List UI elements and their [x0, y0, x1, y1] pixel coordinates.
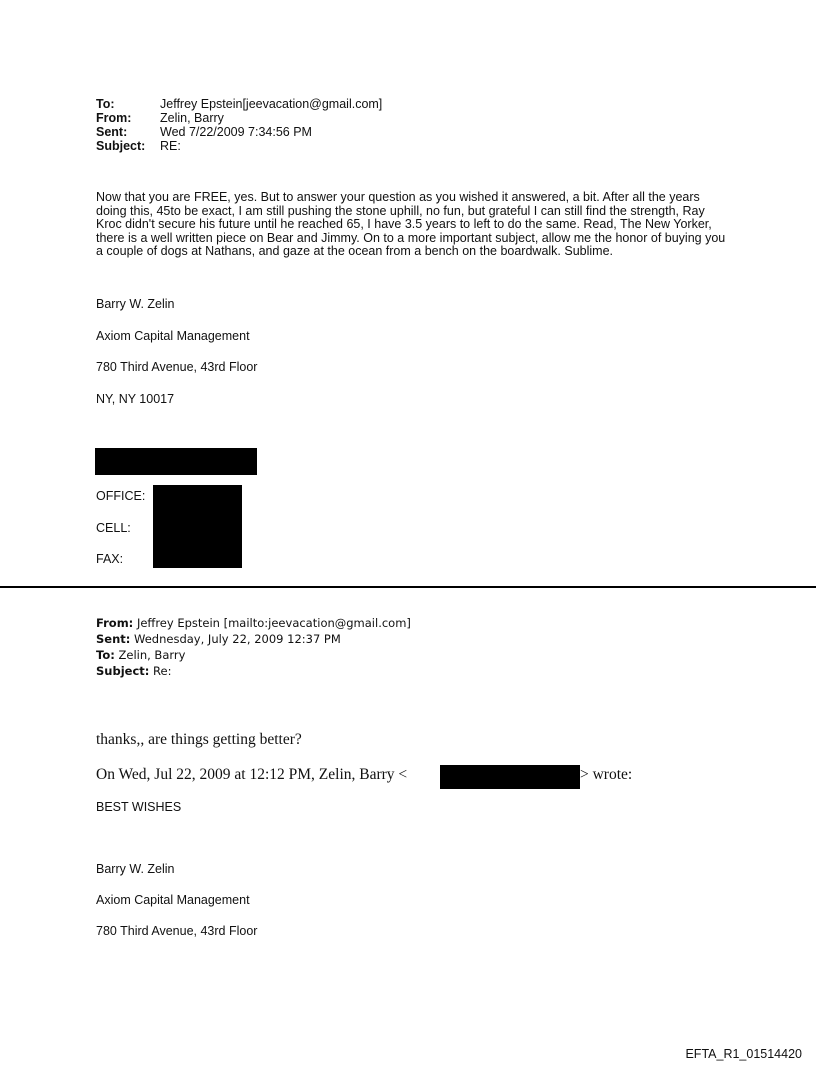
header-to-row — [96, 97, 382, 111]
quoted-sent-row — [96, 632, 341, 646]
signature-city: NY, NY 10017 — [96, 392, 175, 406]
header-from-label: From: — [96, 111, 132, 125]
signature-fax-label: FAX: — [96, 552, 124, 566]
reply-wrote-suffix: > wrote: — [580, 766, 633, 783]
quoted-subject-row — [96, 664, 171, 678]
reply-wrote-prefix: On Wed, Jul 22, 2009 at 12:12 PM, Zelin, Barry < — [96, 766, 408, 783]
quoted-sent-label: Sent: — [96, 632, 131, 646]
header-sent-row — [96, 125, 312, 139]
quoted-sent-value: Wednesday, July 22, 2009 12:37 PM — [134, 632, 341, 646]
header-subject-value: RE: — [160, 139, 181, 153]
document-id: EFTA_R1_01514420 — [685, 1047, 802, 1061]
signature2-name: Barry W. Zelin — [96, 862, 175, 876]
header-sent-label: Sent: — [96, 125, 128, 139]
signature-address: 780 Third Avenue, 43rd Floor — [96, 360, 258, 374]
message-body: Now that you are FREE, yes. But to answer your question as you wished it answered, a bit. After all the years doing this, 45to be exact, I am still pushing the stone uphill, no fun, but grateful I can still find the strength, Ray Kroc didn't secure his future until he reached 65, I have 3.5 years to left to do the same. Read, The New Yorker, there is a well written piece on Bear and Jimmy. On to a more important subject, allow me the honor of buying you a couple of dogs at Nathans, and gaze at the ocean from a bench on the boardwalk. Sublime. — [96, 190, 726, 259]
quoted-from-label: From: — [96, 616, 134, 630]
redaction-block — [95, 448, 257, 475]
quoted-to-row — [96, 648, 185, 662]
quoted-to-value: Zelin, Barry — [118, 648, 186, 662]
signature2-company: Axiom Capital Management — [96, 893, 250, 907]
divider — [0, 586, 816, 588]
signature-company: Axiom Capital Management — [96, 329, 250, 343]
quoted-to-label: To: — [96, 648, 115, 662]
quoted-subject-value: Re: — [153, 664, 172, 678]
best-wishes: BEST WISHES — [96, 800, 182, 814]
header-sent-value: Wed 7/22/2009 7:34:56 PM — [160, 125, 312, 139]
header-from-value: Zelin, Barry — [160, 111, 224, 125]
quoted-from-value: Jeffrey Epstein [mailto:jeevacation@gmail.com] — [136, 616, 411, 630]
signature-cell-label: CELL: — [96, 521, 131, 535]
reply-line: thanks,, are things getting better? — [96, 731, 302, 748]
quoted-from-row — [96, 616, 411, 630]
header-to-value: Jeffrey Epstein[jeevacation@gmail.com] — [160, 97, 383, 111]
header-to-label: To: — [96, 97, 115, 111]
signature-office-label: OFFICE: — [96, 489, 146, 503]
header-subject-label: Subject: — [96, 139, 146, 153]
signature2-address: 780 Third Avenue, 43rd Floor — [96, 924, 258, 938]
header-subject-row — [96, 139, 181, 153]
redaction-block — [440, 765, 580, 789]
redaction-block — [153, 485, 242, 568]
signature-name: Barry W. Zelin — [96, 297, 175, 311]
quoted-subject-label: Subject: — [96, 664, 150, 678]
header-from-row — [96, 111, 224, 125]
